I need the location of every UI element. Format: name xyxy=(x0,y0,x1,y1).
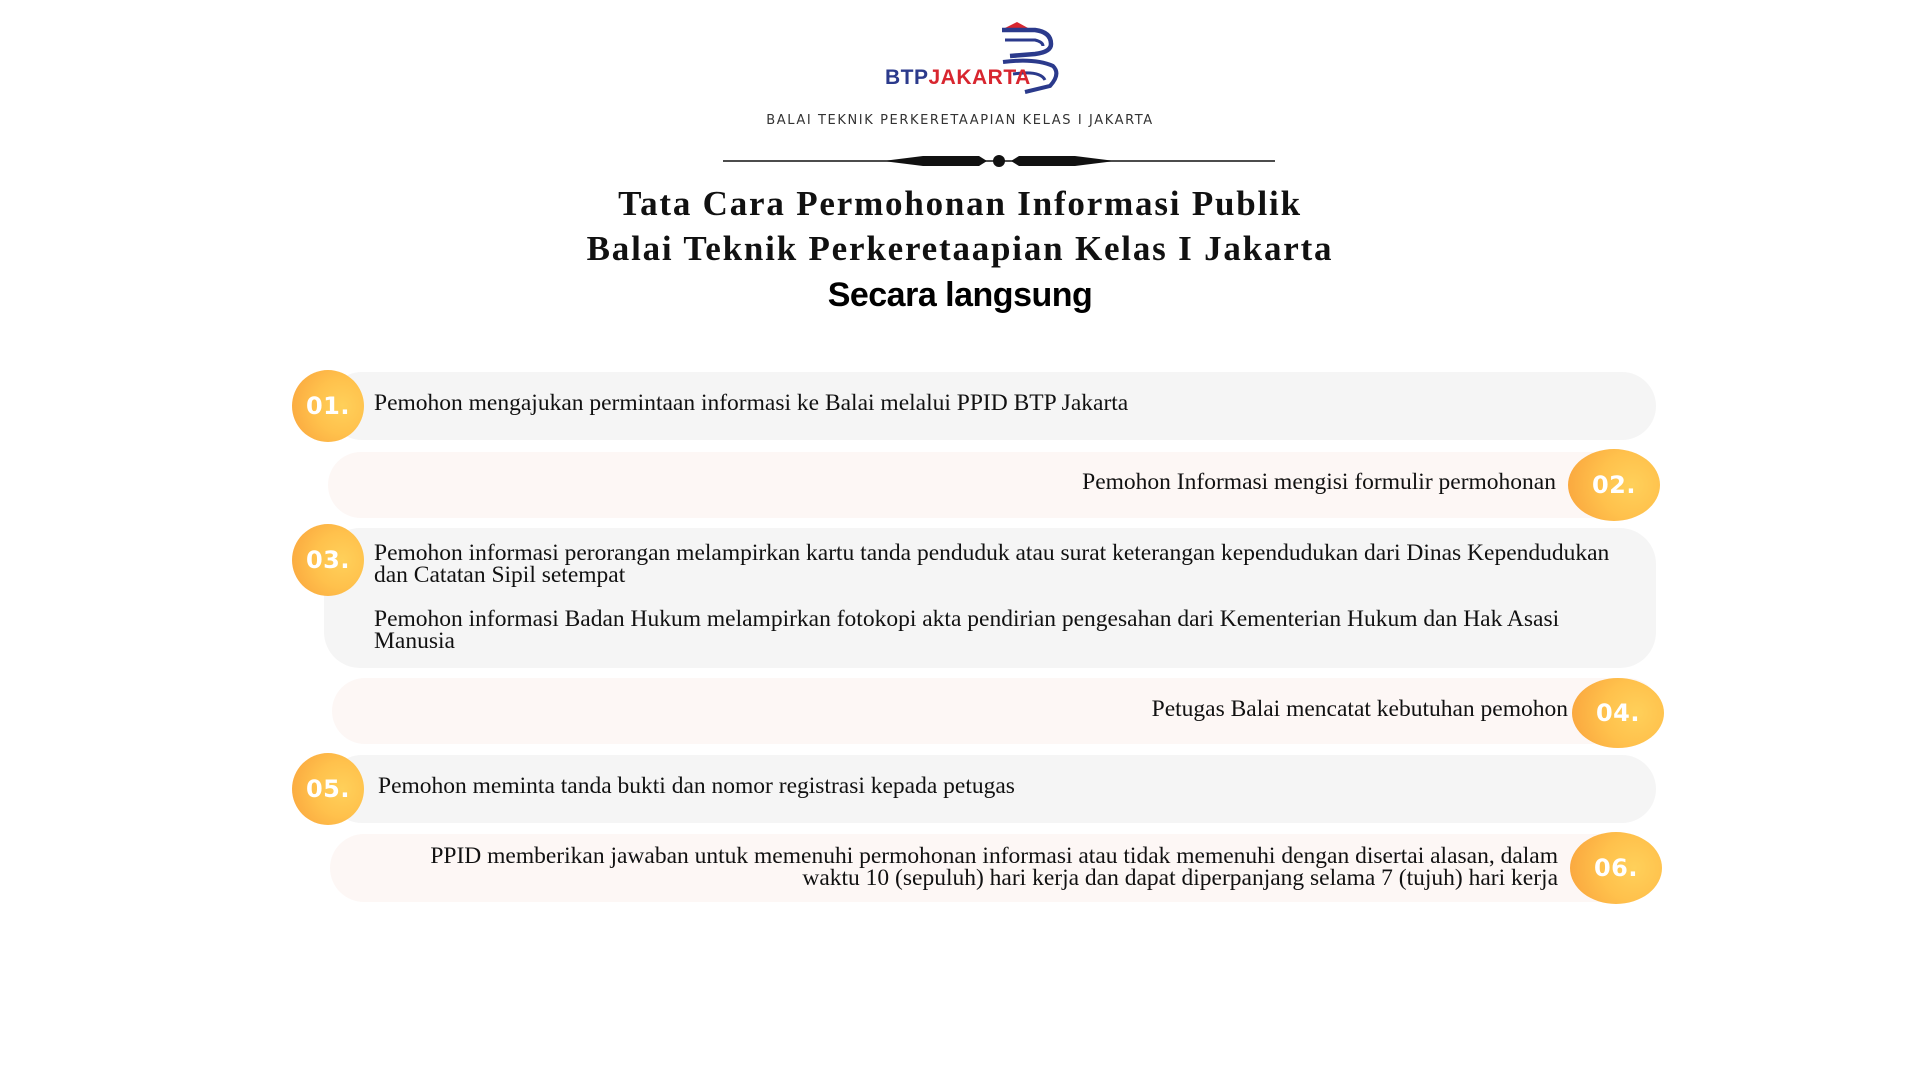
step-row-4 xyxy=(332,678,1660,744)
step-row-5 xyxy=(328,755,1656,823)
logo-text-jakarta: JAKARTA xyxy=(928,66,1031,89)
step-2-text: Pemohon Informasi mengisi formulir permohonan xyxy=(1082,469,1556,495)
page-title-line-2: Balai Teknik Perkeretaapian Kelas I Jakarta xyxy=(586,229,1334,268)
ornamental-divider xyxy=(723,150,1275,177)
step-row-6 xyxy=(330,834,1658,902)
page-title-line-1: Tata Cara Permohonan Informasi Publik xyxy=(618,184,1302,223)
organization-subtitle: BALAI TEKNIK PERKERETAAPIAN KELAS I JAKARTA xyxy=(766,113,1154,128)
step-1-badge: 01. xyxy=(292,370,364,442)
step-row-1 xyxy=(328,372,1656,440)
step-row-3 xyxy=(324,528,1656,668)
logo-wordmark xyxy=(885,66,1031,90)
step-6-badge: 06. xyxy=(1570,832,1662,904)
step-5-badge: 05. xyxy=(292,753,364,825)
step-2-badge: 02. xyxy=(1568,449,1660,521)
step-6-text: PPID memberikan jawaban untuk memenuhi permohonan informasi atau tidak memenuhi dengan disertai alasan, dalam waktu 10 (sepuluh) hari kerja dan dapat diperpanjang selama 7 (tujuh) hari kerja xyxy=(430,843,1558,891)
step-row-2 xyxy=(328,452,1656,518)
page-title-line-3: Secara langsung xyxy=(827,276,1093,314)
step-3-text-legal-entity: Pemohon informasi Badan Hukum melampirkan fotokopi akta pendirian pengesahan dari Kementerian Hukum dan Hak Asasi Manusia xyxy=(374,606,1560,654)
step-1-text: Pemohon mengajukan permintaan informasi ke Balai melalui PPID BTP Jakarta xyxy=(374,390,1129,416)
step-4-badge: 04. xyxy=(1572,678,1664,748)
step-3-text-individual: Pemohon informasi perorangan melampirkan kartu tanda penduduk atau surat keterangan kependudukan dari Dinas Kependudukan dan Catatan Sipil setempat xyxy=(374,540,1610,588)
step-3-badge: 03. xyxy=(292,524,364,596)
step-5-text: Pemohon meminta tanda bukti dan nomor registrasi kepada petugas xyxy=(378,773,1015,799)
logo-text-btp: BTP xyxy=(885,66,929,89)
btp-jakarta-logo xyxy=(885,18,1095,98)
step-4-text: Petugas Balai mencatat kebutuhan pemohon xyxy=(1151,696,1568,722)
